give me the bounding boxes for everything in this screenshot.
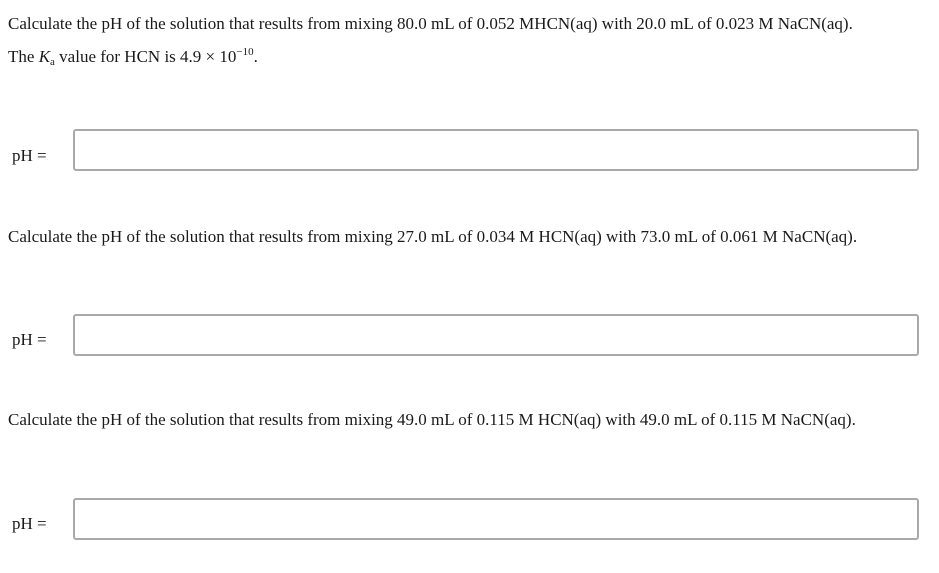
- ka-line-prefix: The: [8, 47, 35, 66]
- ph-answer-input-1[interactable]: [73, 129, 919, 171]
- ka-symbol: [39, 47, 55, 66]
- ph-answer-input-3[interactable]: [73, 498, 919, 540]
- answer-2-label: pH =: [12, 330, 47, 349]
- ka-subscript: a: [50, 56, 55, 68]
- question-1-text: [8, 10, 853, 76]
- question-3-line-1: Calculate the pH of the solution that results from mixing 49.0 mL of 0.115 M HCN(aq) with 49.0 mL of 0.115 M NaCN(aq).: [8, 410, 856, 429]
- ka-exponent: −10: [236, 46, 254, 58]
- ka-letter: K: [38, 47, 51, 66]
- question-2-line-1: Calculate the pH of the solution that results from mixing 27.0 mL of 0.034 M HCN(aq) with 73.0 mL of 0.061 M NaCN(aq).: [8, 227, 858, 246]
- question-1-ka-line: [8, 38, 853, 76]
- answer-1-label: pH =: [12, 146, 47, 165]
- question-1-line-1: Calculate the pH of the solution that results from mixing 80.0 mL of 0.052 MHCN(aq) with 20.0 mL of 0.023 M NaCN(aq).: [8, 14, 853, 33]
- answer-3-label: pH =: [12, 514, 47, 533]
- ka-line-middle: value for HCN is 4.9 × 10: [59, 47, 237, 66]
- ka-line-suffix: .: [253, 47, 258, 66]
- question-2-text: [8, 223, 857, 251]
- ph-answer-input-2[interactable]: [73, 314, 919, 356]
- question-3-text: [8, 406, 856, 434]
